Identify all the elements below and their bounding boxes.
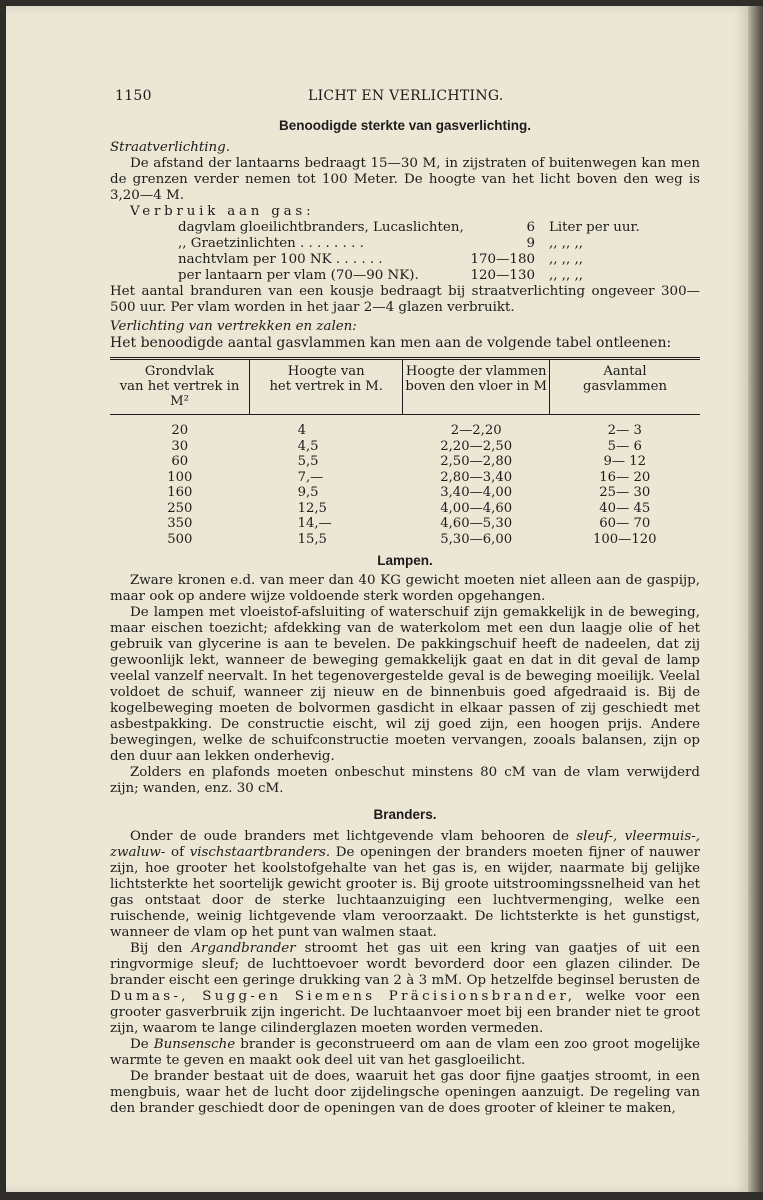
- table-cell: 25— 30: [599, 485, 651, 501]
- paragraph-afstand: De afstand der lantaarns bedraagt 15—30 M, in zijstraten of buitenwegen kan men de grenzen verder nemen tot 100 Meter. De hoogte van het licht boven den weg is 3,20—4 M.: [110, 156, 700, 203]
- verbruik-list: [110, 220, 700, 284]
- table-cell: 15,5: [297, 531, 327, 547]
- table-cell: 2—2,20: [450, 423, 502, 439]
- running-title: LICHT EN VERLICHTING.: [308, 88, 504, 104]
- verbruik-value: 9: [526, 236, 535, 251]
- table-header-row: [110, 359, 700, 415]
- table-row: [110, 485, 700, 501]
- verbruik-unit: ,, ,, ,,: [549, 236, 584, 251]
- running-header: [110, 88, 700, 108]
- table-cell: 9,5: [297, 485, 319, 501]
- table-cell: 500: [167, 531, 193, 547]
- verbruik-row: [110, 252, 700, 268]
- table-row: [110, 439, 700, 455]
- paragraph-tabel-intro: Het benoodigde aantal gasvlammen kan men aan de volgende tabel ontleenen:: [110, 335, 672, 351]
- paragraph-oude-branders: Onder de oude branders met lichtgevende vlam behooren de sleuf-, vleermuis-, zwaluw- of vischstaartbranders. De openingen der branders moeten fijner of nauwer zijn, hoe grooter het koolstofgehalte van het gas is, en wijder, naarmate bij gelijke lichtsterkte het soortelijk gewicht grooter is. Bij groote uitstroomingssnelheid van het gas ontstaat door de sterke luchtaanzuiging een luchtvermenging, welke een ruischende, weinig lichtgevende vlam veroorzaakt. De lichtsterkte is het gunstigst, wanneer de vlam op het punt van walmen staat.: [110, 829, 700, 940]
- table-cell: 5,30—6,00: [440, 531, 513, 547]
- section-heading-lampen: Lampen.: [377, 553, 433, 568]
- verbruik-unit: ,, ,, ,,: [549, 268, 584, 283]
- table-cell: 100: [167, 469, 193, 485]
- column-header-grondvlak: Grondvlak van het vertrek in M²: [110, 359, 250, 415]
- paragraph-does: De brander bestaat uit de does, waaruit het gas door fijne gaatjes stroomt, in een mengbuis, waar het de lucht door zijdelingsche openingen aanzuigt. De regeling van den brander geschiedt door de openingen van de does grooter of kleiner te maken,: [110, 1069, 700, 1116]
- table-cell: 160: [167, 485, 193, 501]
- term-precisionsbrander: Dumas-, Sugg-en Siemens Präcisionsbrander,: [110, 989, 576, 1004]
- verbruik-row: [110, 268, 700, 284]
- verbruik-value: 6: [526, 220, 535, 235]
- page-content: [110, 88, 700, 1117]
- verbruik-item: nachtvlam per 100 NK . . . . . .: [178, 252, 383, 267]
- verbruik-unit: ,, ,, ,,: [549, 252, 584, 267]
- table-cell: 5— 6: [607, 438, 642, 454]
- subheading-vertrekken: Verlichting van vertrekken en zalen:: [110, 319, 357, 334]
- paragraph-kronen: Zware kronen e.d. van meer dan 40 KG gewicht moeten niet alleen aan de gaspijp, maar ook op andere wijze voldoende sterk worden opgehangen.: [110, 573, 700, 604]
- verbruik-item: ,, Graetzinlichten . . . . . . . .: [178, 236, 364, 251]
- table-cell: 2,50—2,80: [440, 454, 513, 470]
- column-header-hoogte-vertrek: Hoogte van het vertrek in M.: [250, 359, 403, 415]
- verbruik-row: [110, 220, 700, 236]
- paragraph-argandbrander: Bij den Argandbrander stroomt het gas uit een kring van gaatjes of uit een ringvormige sleuf; de luchttoevoer wordt bevorderd door een glazen cilinder. De brander eischt een geringe drukking van 2 à 3 mM. Op hetzelfde beginsel berusten de Dumas-, Sugg-en Siemens Präcisionsbrander, welke voor een grooter gasverbruik zijn ingericht. De luchtaanvoer moet bij een brander niet te groot zijn, waarom te lange cilinderglazen moeten worden vermeden.: [110, 941, 700, 1036]
- verbruik-label: Verbruik aan gas:: [130, 204, 315, 219]
- table-cell: 4,00—4,60: [440, 500, 513, 516]
- table-cell: 100—120: [593, 531, 657, 547]
- table-cell: 20: [171, 423, 189, 439]
- verbruik-item: dagvlam gloeilichtbranders, Lucaslichten,: [178, 220, 464, 235]
- term-argandbrander: Argandbrander: [191, 941, 296, 956]
- subheading-straatverlichting: Straatverlichting.: [110, 140, 230, 155]
- page-number: 1150: [115, 88, 152, 104]
- term-bunsensche: Bunsensche: [153, 1037, 236, 1052]
- table-cell: 12,5: [297, 500, 327, 516]
- term-vischstaart: vischstaartbranders.: [189, 845, 331, 860]
- paragraph-zolders: Zolders en plafonds moeten onbeschut minstens 80 cM van de vlam verwijderd zijn; wanden, enz. 30 cM.: [110, 765, 700, 796]
- table-row: [110, 454, 700, 470]
- table-row: [110, 516, 700, 532]
- table-cell: 40— 45: [599, 500, 651, 516]
- table-cell: 4,5: [297, 438, 319, 454]
- table-cell: 250: [167, 500, 193, 516]
- verbruik-row: [110, 236, 700, 252]
- verbruik-value: 170—180: [470, 252, 535, 267]
- table-cell: 16— 20: [599, 469, 651, 485]
- page-edge: [748, 6, 763, 1192]
- table-cell: 2,20—2,50: [440, 438, 513, 454]
- table-cell: 7,—: [297, 469, 324, 485]
- table-row: [110, 470, 700, 486]
- table-cell: 60— 70: [599, 516, 651, 532]
- table-cell: 5,5: [297, 454, 319, 470]
- table-cell: 4: [297, 423, 306, 439]
- table-row: [110, 415, 700, 439]
- table-cell: 14,—: [297, 516, 332, 532]
- column-header-aantal: Aantal gasvlammen: [550, 359, 700, 415]
- table-cell: 60: [171, 454, 189, 470]
- table-row: [110, 501, 700, 517]
- term-branders: sleuf-, vleermuis-, zwaluw-: [110, 829, 700, 860]
- table-cell: 2,80—3,40: [440, 469, 513, 485]
- table-cell: 2— 3: [607, 423, 642, 439]
- column-header-hoogte-vlammen: Hoogte der vlammen boven den vloer in M: [403, 359, 550, 415]
- gasvlammen-table: [110, 357, 700, 547]
- table-cell: 3,40—4,00: [440, 485, 513, 501]
- paragraph-branduren: Het aantal branduren van een kousje bedraagt bij straatverlichting ongeveer 300—500 uur. Per vlam worden in het jaar 2—4 glazen verbruikt.: [110, 284, 700, 315]
- verbruik-item: per lantaarn per vlam (70—90 NK).: [178, 268, 419, 283]
- table-cell: 4,60—5,30: [440, 516, 513, 532]
- table-cell: 9— 12: [603, 454, 647, 470]
- verbruik-unit: Liter per uur.: [549, 220, 640, 235]
- paragraph-bunsen: De Bunsensche brander is geconstrueerd om aan de vlam een zoo groot mogelijke warmte te geven en maakt ook deel uit van het gasgloeilicht.: [110, 1037, 700, 1068]
- section-heading-gasverlichting: Benoodigde sterkte van gasverlichting.: [278, 118, 532, 133]
- table-row: [110, 532, 700, 548]
- verbruik-value: 120—130: [470, 268, 535, 283]
- table-cell: 30: [171, 438, 189, 454]
- paragraph-lampen: De lampen met vloeistof-afsluiting of waterschuif zijn gemakkelijk in de beweging, maar eischen toezicht; afdekking van de waterkolom met een dun laagje olie of het gebruik van glycerine is aan te bevelen. De pakkingschuif heeft de nadeelen, dat zij gewoonlijk lekt, wanneer de beweging gemakkelijk gaat en dat in dit geval de lamp veelal vanzelf neervalt. In het tegenovergestelde geval is de beweging moeilijk. Veelal voldoet de schuif, wanneer zij nieuw en de binnenbuis goed afgedraaid is. Bij de kogelbeweging moeten de bolvormen gasdicht in elkaar passen of zij geschiedt met asbestpakking. De constructie eischt, wil zij goed zijn, een hoogen prijs. Andere bewegingen, welke de schuifconstructie moeten vervangen, zooals balansen, zijn op den duur aan lekken onderhevig.: [110, 605, 700, 764]
- table-cell: 350: [167, 516, 193, 532]
- section-heading-branders: Branders.: [373, 807, 437, 822]
